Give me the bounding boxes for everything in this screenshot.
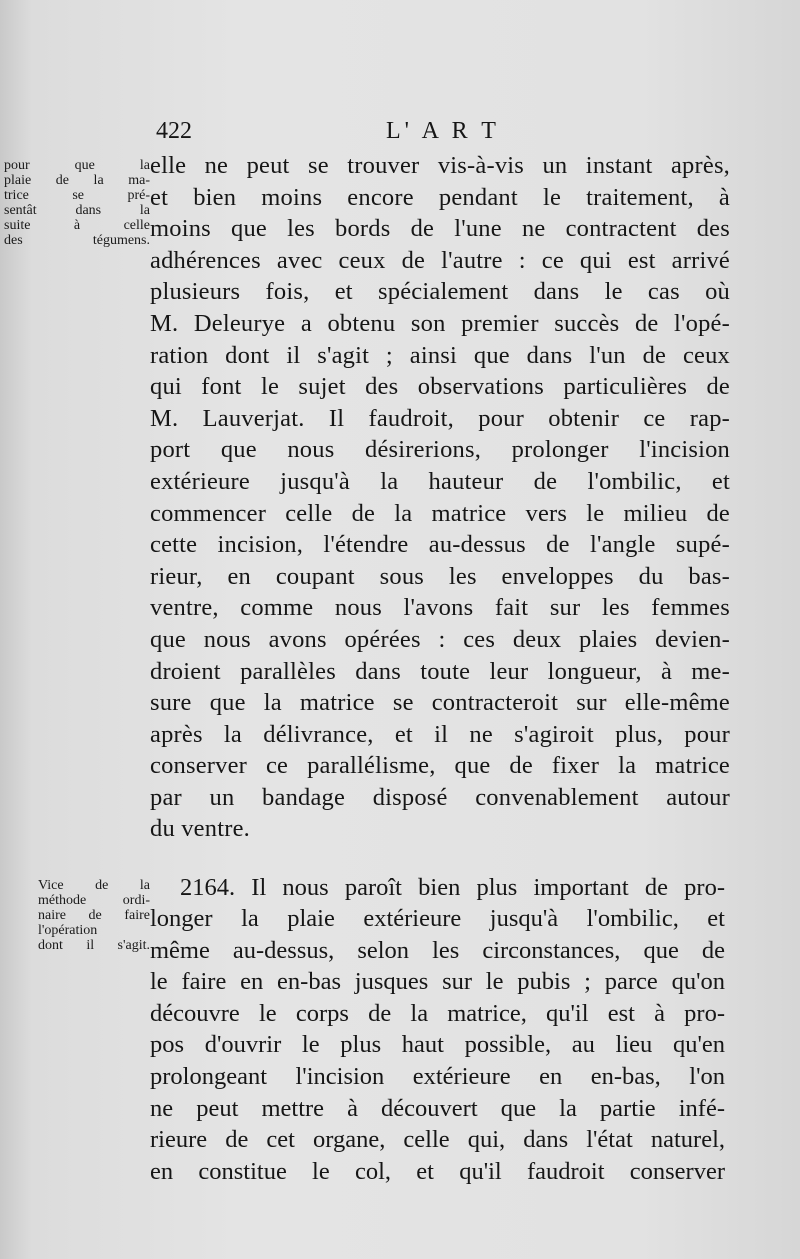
text-line: elle ne peut se trouver vis-à-vis un instant après,: [150, 152, 730, 179]
text-line: qui font le sujet des observations particulières de: [150, 373, 730, 401]
text-line: conserver ce parallélisme, que de fixer la matrice: [150, 752, 730, 780]
text-line: longer la plaie extérieure jusqu'à l'ombilic, et: [150, 905, 725, 932]
margin-note-1: [4, 158, 150, 248]
text-line: droient parallèles dans toute leur longueur, à me-: [150, 657, 730, 685]
text-line: 2164. Il nous paroît bien plus important de pro-: [180, 874, 725, 901]
text-line: même au-dessus, selon les circonstances, que de: [150, 936, 725, 964]
paragraph-2-first-line: [180, 872, 725, 904]
text-line: M. Lauverjat. Il faudroit, pour obtenir ce rap-: [150, 404, 730, 432]
text-line: ne peut mettre à découvert que la partie infé-: [150, 1094, 725, 1122]
text-line: plusieurs fois, et spécialement dans le cas où: [150, 278, 730, 306]
text-line: rieur, en coupant sous les enveloppes du bas-: [150, 562, 730, 590]
margin-note-line: l'opération: [38, 923, 98, 938]
text-line: adhérences avec ceux de l'autre : ce qui est arrivé: [150, 246, 730, 274]
text-line: par un bandage disposé convenablement autour: [150, 783, 730, 811]
text-line: que nous avons opérées : ces deux plaies devien-: [150, 625, 730, 653]
text-line: moins que les bords de l'une ne contractent des: [150, 215, 730, 243]
text-line: et bien moins encore pendant le traitement, à: [150, 183, 730, 211]
text-line: en constitue le col, et qu'il faudroit conserver: [150, 1157, 725, 1185]
text-line: le faire en en-bas jusques sur le pubis ; parce qu'on: [150, 968, 725, 996]
margin-note-line: plaie de la ma-: [4, 173, 150, 188]
text-line: sure que la matrice se contracteroit sur elle-même: [150, 689, 730, 717]
text-line: extérieure jusqu'à la hauteur de l'ombilic, et: [150, 467, 730, 495]
margin-note-line: trice se pré-: [4, 188, 150, 203]
text-line: du ventre.: [150, 815, 250, 843]
text-line: ventre, comme nous l'avons fait sur les femmes: [150, 594, 730, 622]
text-line: rieure de cet organe, celle qui, dans l'état naturel,: [150, 1126, 725, 1154]
text-line: M. Deleurye a obtenu son premier succès de l'opé-: [150, 309, 730, 337]
paragraph-1: [150, 150, 730, 845]
text-line: commencer celle de la matrice vers le milieu de: [150, 499, 730, 527]
text-line: après la délivrance, et il ne s'agiroit plus, pour: [150, 720, 730, 748]
margin-note-line: méthode ordi-: [38, 893, 150, 908]
margin-note-line: Vice de la: [38, 878, 150, 893]
margin-note-2: [38, 878, 150, 953]
page-number: 422: [156, 118, 192, 144]
margin-note-line: naire de faire: [38, 908, 150, 923]
margin-note-line: des tégumens.: [4, 233, 150, 248]
text-line: port que nous désirerions, prolonger l'incision: [150, 436, 730, 464]
text-line: cette incision, l'étendre au-dessus de l'angle supé-: [150, 531, 730, 559]
margin-note-line: pour que la: [4, 158, 150, 173]
text-line: prolongeant l'incision extérieure en en-bas, l'on: [150, 1062, 725, 1090]
margin-note-line: sentât dans la: [4, 203, 150, 218]
text-line: pos d'ouvrir le plus haut possible, au lieu qu'en: [150, 1031, 725, 1059]
text-line: découvre le corps de la matrice, qu'il est à pro-: [150, 999, 725, 1027]
page-header: [150, 118, 710, 152]
running-title: L' A R T: [386, 118, 500, 144]
margin-note-line: dont il s'agit.: [38, 938, 150, 953]
paragraph-2: [150, 903, 725, 1187]
text-line: ration dont il s'agit ; ainsi que dans l'un de ceux: [150, 341, 730, 369]
margin-note-line: suite à celle: [4, 218, 150, 233]
